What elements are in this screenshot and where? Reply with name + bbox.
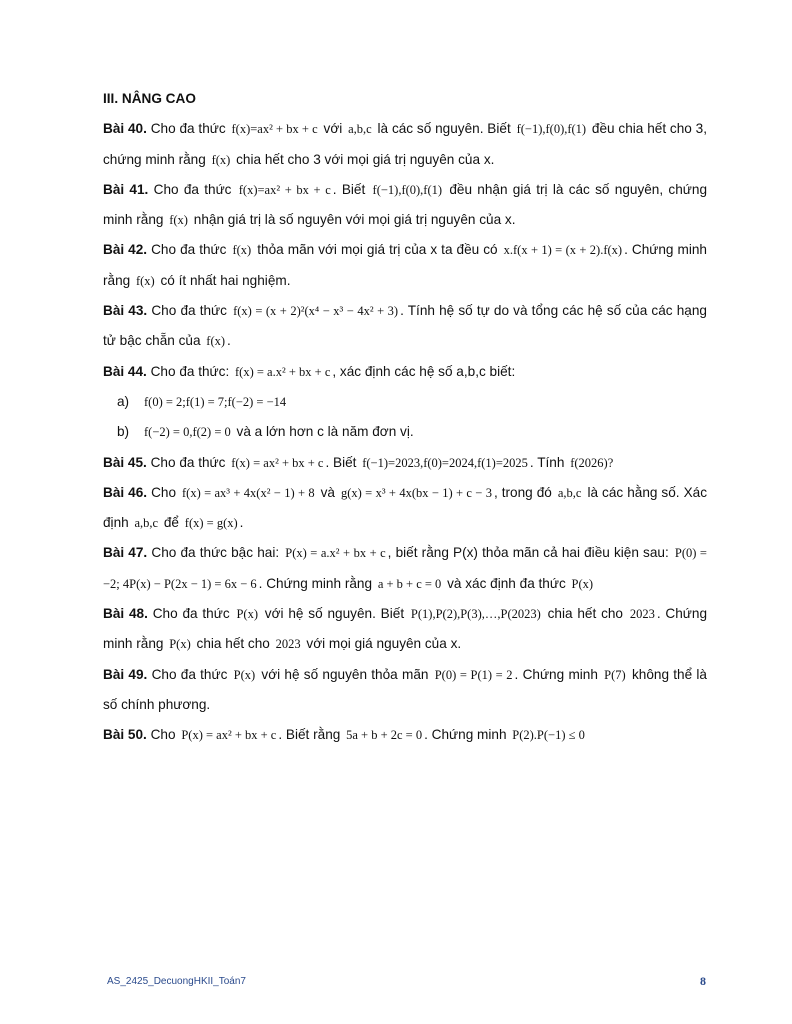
problem-40: Bài 40. Cho đa thức f(x)=ax² + bx + c với a,b,c là các số nguyên. Biết f(−1),f(0),f(1) đều chia hết cho 3, chứng minh rằng f(x) chia hết cho 3 với mọi giá trị nguyên của x. bbox=[103, 121, 708, 167]
math: f(2026)? bbox=[570, 455, 614, 470]
problem-44-item-b: b) f(−2) = 0,f(2) = 0 và a lớn hơn c là năm đơn vị. bbox=[117, 424, 414, 440]
math: P(x) bbox=[233, 667, 256, 682]
math: f(−1),f(0),f(1) bbox=[372, 182, 443, 197]
math: P(7) bbox=[604, 667, 626, 682]
math: a + b + c = 0 bbox=[377, 576, 442, 591]
math: P(1),P(2),P(3),…,P(2023) bbox=[410, 607, 541, 622]
problem-49: Bài 49. Cho đa thức P(x) với hệ số nguyên thỏa mãn P(0) = P(1) = 2 . Chứng minh P(7) không thể là số chính phương. bbox=[103, 666, 707, 712]
math: f(x) bbox=[169, 213, 188, 228]
math: 5a + b + 2c = 0 bbox=[346, 728, 423, 743]
footer-doc-name: AS_2425_DecuongHKII_Toán7 bbox=[107, 976, 246, 987]
math: f(x)=ax² + bx + c bbox=[238, 182, 331, 197]
math: P(0) = −2; 4P(x) − P(2x − 1) = 6x − 6 bbox=[103, 546, 707, 591]
problem-label: Bài 44. bbox=[103, 363, 147, 379]
math: P(2).P(−1) ≤ 0 bbox=[512, 728, 585, 743]
math: f(x) bbox=[211, 152, 231, 167]
section-heading: III. NÂNG CAO bbox=[103, 91, 196, 106]
math: a,b,c bbox=[348, 122, 372, 137]
math: f(−2) = 0,f(2) = 0 bbox=[144, 425, 231, 440]
problem-label: Bài 41. bbox=[103, 181, 149, 197]
math: f(x) bbox=[206, 334, 226, 349]
math: a,b,c bbox=[134, 516, 159, 531]
math: P(x) = a.x² + bx + c bbox=[285, 546, 386, 561]
problem-label: Bài 49. bbox=[103, 666, 148, 682]
math: P(x) bbox=[169, 637, 191, 652]
problem-43: Bài 43. Cho đa thức f(x) = (x + 2)²(x⁴ − x³ − 4x² + 3) . Tính hệ số tự do và tổng các hệ số của các hạng tử bậc chẵn của f(x) . bbox=[103, 303, 707, 349]
problem-label: Bài 46. bbox=[103, 484, 148, 500]
math: x.f(x + 1) = (x + 2).f(x) bbox=[503, 243, 623, 258]
math: f(x) = ax³ + 4x(x² − 1) + 8 bbox=[182, 485, 315, 500]
math: f(x)=ax² + bx + c bbox=[231, 122, 318, 137]
math: f(−1)=2023,f(0)=2024,f(1)=2025 bbox=[362, 455, 528, 470]
math: P(x) bbox=[236, 607, 258, 622]
document-body bbox=[103, 84, 707, 751]
problem-44: Bài 44. Cho đa thức: f(x) = a.x² + bx + c , xác định các hệ số a,b,c biết: bbox=[103, 363, 516, 379]
problem-46: Bài 46. Cho f(x) = ax³ + 4x(x² − 1) + 8 và g(x) = x³ + 4x(bx − 1) + c − 3 , trong đó a,b,c là các hằng số. Xác định a,b,c để f(x) = g(x) . bbox=[103, 484, 707, 531]
problem-44-item-a: a) f(0) = 2;f(1) = 7;f(−2) = −14 bbox=[117, 393, 287, 409]
problem-label: Bài 48. bbox=[103, 606, 148, 622]
math: f(x) = (x + 2)²(x⁴ − x³ − 4x² + 3) bbox=[233, 304, 399, 319]
math: a,b,c bbox=[557, 485, 582, 500]
math: f(x) = ax² + bx + c bbox=[231, 455, 324, 470]
math: 2023 bbox=[629, 607, 655, 622]
math: f(−1),f(0),f(1) bbox=[516, 122, 587, 137]
math: f(x) = a.x² + bx + c bbox=[235, 364, 331, 379]
problem-47: Bài 47. Cho đa thức bậc hai: P(x) = a.x² + bx + c , biết rằng P(x) thỏa mãn cả hai điều kiện sau: P(0) = −2; 4P(x) − P(2x − 1) = 6x − 6 . Chứng minh rằng a + b + c = 0 và xác định đa thức P(x) bbox=[103, 545, 707, 591]
problem-label: Bài 47. bbox=[103, 545, 148, 561]
problem-label: Bài 42. bbox=[103, 242, 148, 258]
math: f(x) bbox=[135, 273, 155, 288]
math: f(x) bbox=[232, 243, 252, 258]
math: f(x) = g(x) bbox=[184, 516, 238, 531]
math: 2023 bbox=[275, 637, 301, 652]
problem-50: Bài 50. Cho P(x) = ax² + bx + c . Biết rằng 5a + b + 2c = 0 . Chứng minh P(2).P(−1) ≤ 0 bbox=[103, 727, 585, 743]
math: f(0) = 2;f(1) = 7;f(−2) = −14 bbox=[144, 394, 287, 409]
math: P(0) = P(1) = 2 bbox=[434, 667, 513, 682]
math: P(x) = ax² + bx + c bbox=[181, 728, 277, 743]
problem-label: Bài 43. bbox=[103, 303, 148, 319]
page-number: 8 bbox=[700, 974, 706, 988]
problem-label: Bài 45. bbox=[103, 454, 147, 470]
problem-label: Bài 50. bbox=[103, 727, 147, 743]
math: P(x) bbox=[571, 576, 594, 591]
problem-42: Bài 42. Cho đa thức f(x) thỏa mãn với mọi giá trị của x ta đều có x.f(x + 1) = (x + 2).f(x) . Chứng minh rằng f(x) có ít nhất hai nghiệm. bbox=[103, 242, 707, 288]
math: g(x) = x³ + 4x(bx − 1) + c − 3 bbox=[341, 485, 492, 500]
problem-45: Bài 45. Cho đa thức f(x) = ax² + bx + c . Biết f(−1)=2023,f(0)=2024,f(1)=2025 . Tính f(2026)? bbox=[103, 454, 614, 470]
problem-label: Bài 40. bbox=[103, 121, 147, 137]
problem-41: Bài 41. Cho đa thức f(x)=ax² + bx + c . Biết f(−1),f(0),f(1) đều nhận giá trị là các số nguyên, chứng minh rằng f(x) nhận giá trị là số nguyên với mọi giá trị nguyên của x. bbox=[103, 181, 708, 228]
problem-48: Bài 48. Cho đa thức P(x) với hệ số nguyên. Biết P(1),P(2),P(3),…,P(2023) chia hết cho 2023 . Chứng minh rằng P(x) chia hết cho 2023 với mọi giá nguyên của x. bbox=[103, 606, 708, 652]
